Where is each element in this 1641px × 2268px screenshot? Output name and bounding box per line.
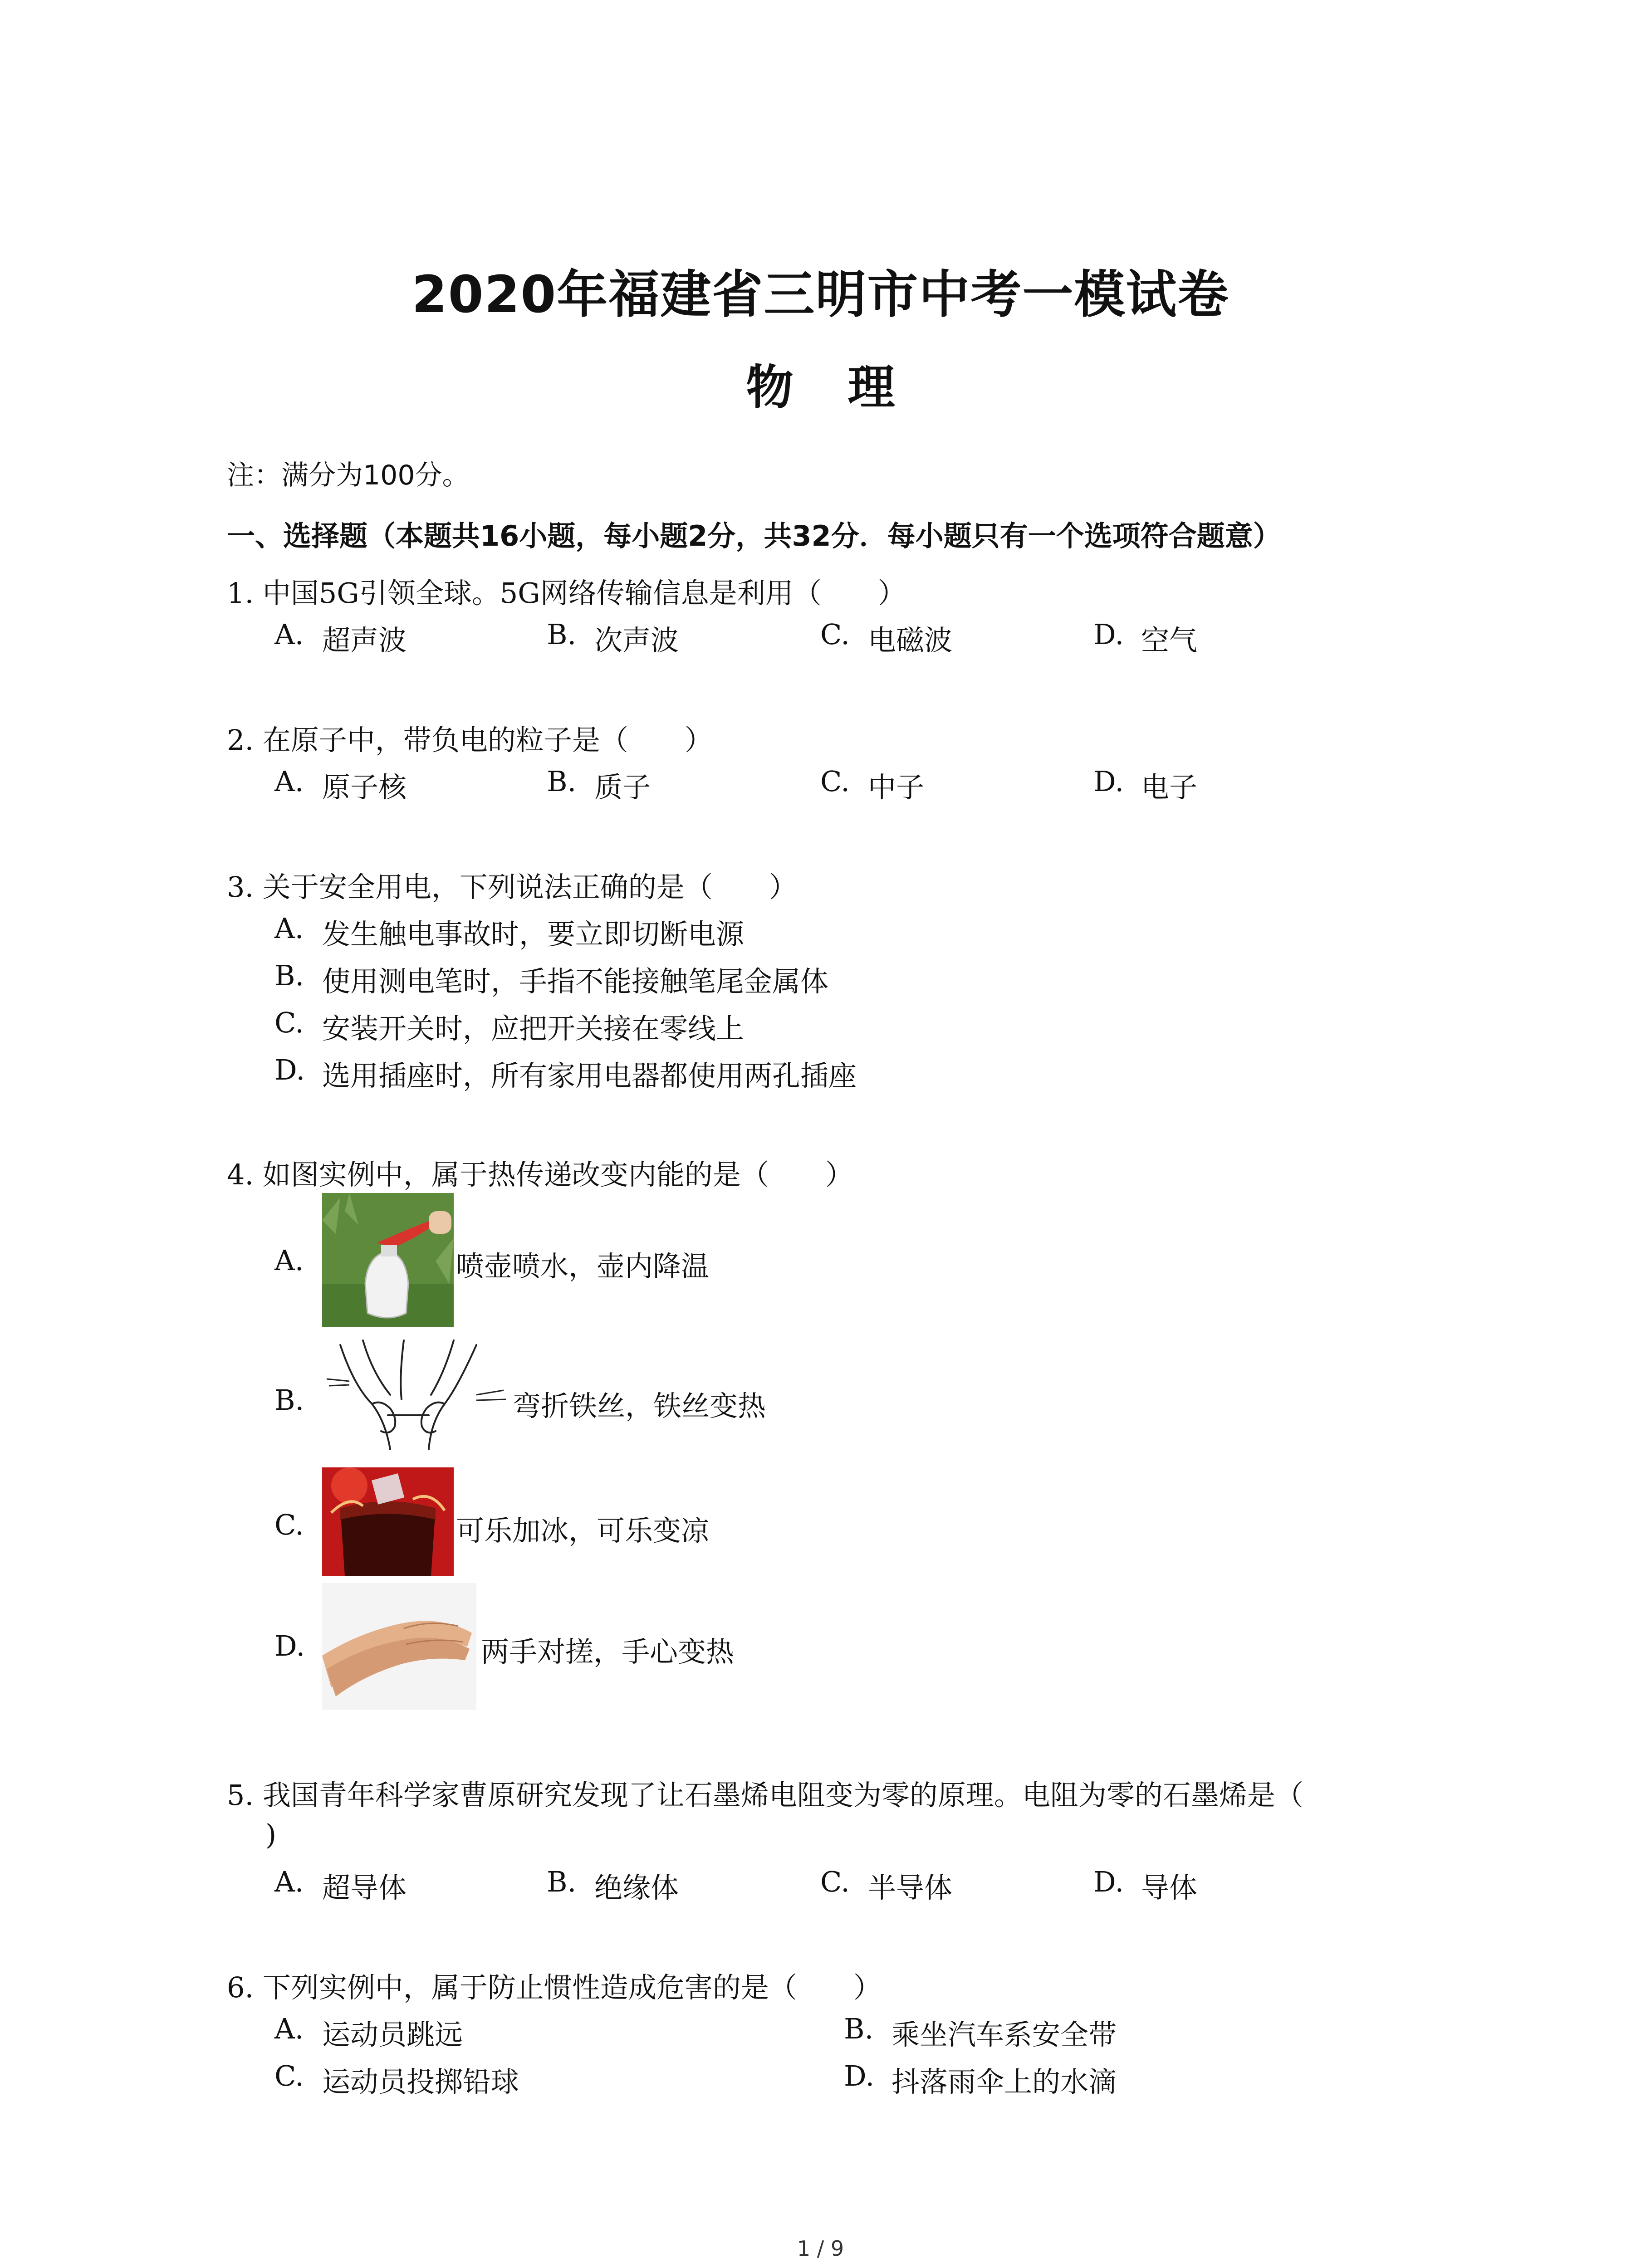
- q5-option-d-letter: D.: [1093, 1865, 1124, 1898]
- question-3-stem: 3. 关于安全用电，下列说法正确的是（ ）: [227, 870, 797, 904]
- q5-option-c-letter: C.: [820, 1865, 850, 1898]
- section-heading: 一、选择题（本题共16小题，每小题2分，共32分．每小题只有一个选项符合题意）: [227, 519, 1281, 552]
- bending-wire-drawing: [322, 1336, 508, 1463]
- q5-option-b-letter: B.: [547, 1865, 577, 1898]
- q2-option-c-text: 中子: [868, 771, 925, 804]
- question-6-stem: 6. 下列实例中，属于防止惯性造成危害的是（ ）: [227, 1971, 882, 2004]
- q5-option-b-text: 绝缘体: [594, 1871, 679, 1904]
- exam-subject: 物理: [746, 360, 950, 415]
- q1-option-d-text: 空气: [1141, 624, 1198, 657]
- q4-option-d-text: 两手对搓，手心变热: [481, 1635, 735, 1668]
- q4-option-c-letter: C.: [274, 1508, 304, 1541]
- q1-option-c-text: 电磁波: [868, 624, 953, 657]
- q1-option-b-text: 次声波: [594, 624, 679, 657]
- exam-title: 2020年福建省三明市中考一模试卷: [411, 265, 1230, 324]
- page-number: 1 / 9: [797, 2236, 844, 2261]
- question-2-stem: 2. 在原子中，带负电的粒子是（ ）: [227, 723, 713, 757]
- q6-option-a-letter: A.: [274, 2012, 304, 2045]
- q3-option-d-text: 选用插座时，所有家用电器都使用两孔插座: [322, 1059, 857, 1092]
- spray-bottle-photo: [322, 1193, 454, 1327]
- score-note: 注：满分为100分。: [227, 459, 470, 491]
- q2-option-b-letter: B.: [547, 765, 577, 798]
- q3-option-b-text: 使用测电笔时，手指不能接触笔尾金属体: [322, 965, 829, 998]
- q2-option-d-text: 电子: [1141, 771, 1198, 804]
- q4-option-b-letter: B.: [274, 1383, 304, 1417]
- q3-option-c-letter: C.: [274, 1006, 304, 1039]
- q2-option-a-text: 原子核: [322, 771, 407, 804]
- q2-option-d-letter: D.: [1093, 765, 1124, 798]
- q5-option-d-text: 导体: [1141, 1871, 1198, 1904]
- q2-option-a-letter: A.: [274, 765, 304, 798]
- q6-option-d-letter: D.: [844, 2059, 875, 2092]
- question-4-stem: 4. 如图实例中，属于热传递改变内能的是（ ）: [227, 1158, 853, 1191]
- q6-option-a-text: 运动员跳远: [322, 2018, 463, 2051]
- q4-option-a-letter: A.: [274, 1244, 304, 1277]
- question-1-stem: 1. 中国5G引领全球。5G网络传输信息是利用（ ）: [227, 577, 906, 610]
- q2-option-c-letter: C.: [820, 765, 850, 798]
- cola-with-ice-photo: [322, 1467, 454, 1576]
- q3-option-d-letter: D.: [274, 1053, 305, 1086]
- q6-option-c-letter: C.: [274, 2059, 304, 2092]
- question-5-stem: 5. 我国青年科学家曹原研究发现了让石墨烯电阻变为零的原理。电阻为零的石墨烯是（: [227, 1779, 1303, 1812]
- q3-option-b-letter: B.: [274, 959, 304, 992]
- q5-option-a-letter: A.: [274, 1865, 304, 1898]
- q3-option-c-text: 安装开关时，应把开关接在零线上: [322, 1012, 745, 1045]
- q6-option-c-text: 运动员投掷铅球: [322, 2065, 519, 2098]
- q6-option-d-text: 抖落雨伞上的水滴: [892, 2065, 1117, 2098]
- q6-option-b-text: 乘坐汽车系安全带: [892, 2018, 1117, 2051]
- q3-option-a-letter: A.: [274, 912, 304, 945]
- rubbing-hands-photo: [322, 1583, 476, 1710]
- q2-option-b-text: 质子: [594, 771, 651, 804]
- question-5-stem-continued: ): [265, 1818, 277, 1851]
- q5-option-c-text: 半导体: [868, 1871, 953, 1904]
- q4-option-c-text: 可乐加冰，可乐变凉: [456, 1514, 710, 1547]
- q1-option-b-letter: B.: [547, 618, 577, 651]
- q4-option-d-letter: D.: [274, 1629, 305, 1662]
- q6-option-b-letter: B.: [844, 2012, 874, 2045]
- q1-option-a-text: 超声波: [322, 624, 407, 657]
- q4-option-a-text: 喷壶喷水，壶内降温: [456, 1250, 710, 1283]
- q1-option-a-letter: A.: [274, 618, 304, 651]
- q1-option-c-letter: C.: [820, 618, 850, 651]
- q3-option-a-text: 发生触电事故时，要立即切断电源: [322, 918, 745, 951]
- q4-option-b-text: 弯折铁丝，铁丝变热: [513, 1389, 766, 1422]
- q1-option-d-letter: D.: [1093, 618, 1124, 651]
- q5-option-a-text: 超导体: [322, 1871, 407, 1904]
